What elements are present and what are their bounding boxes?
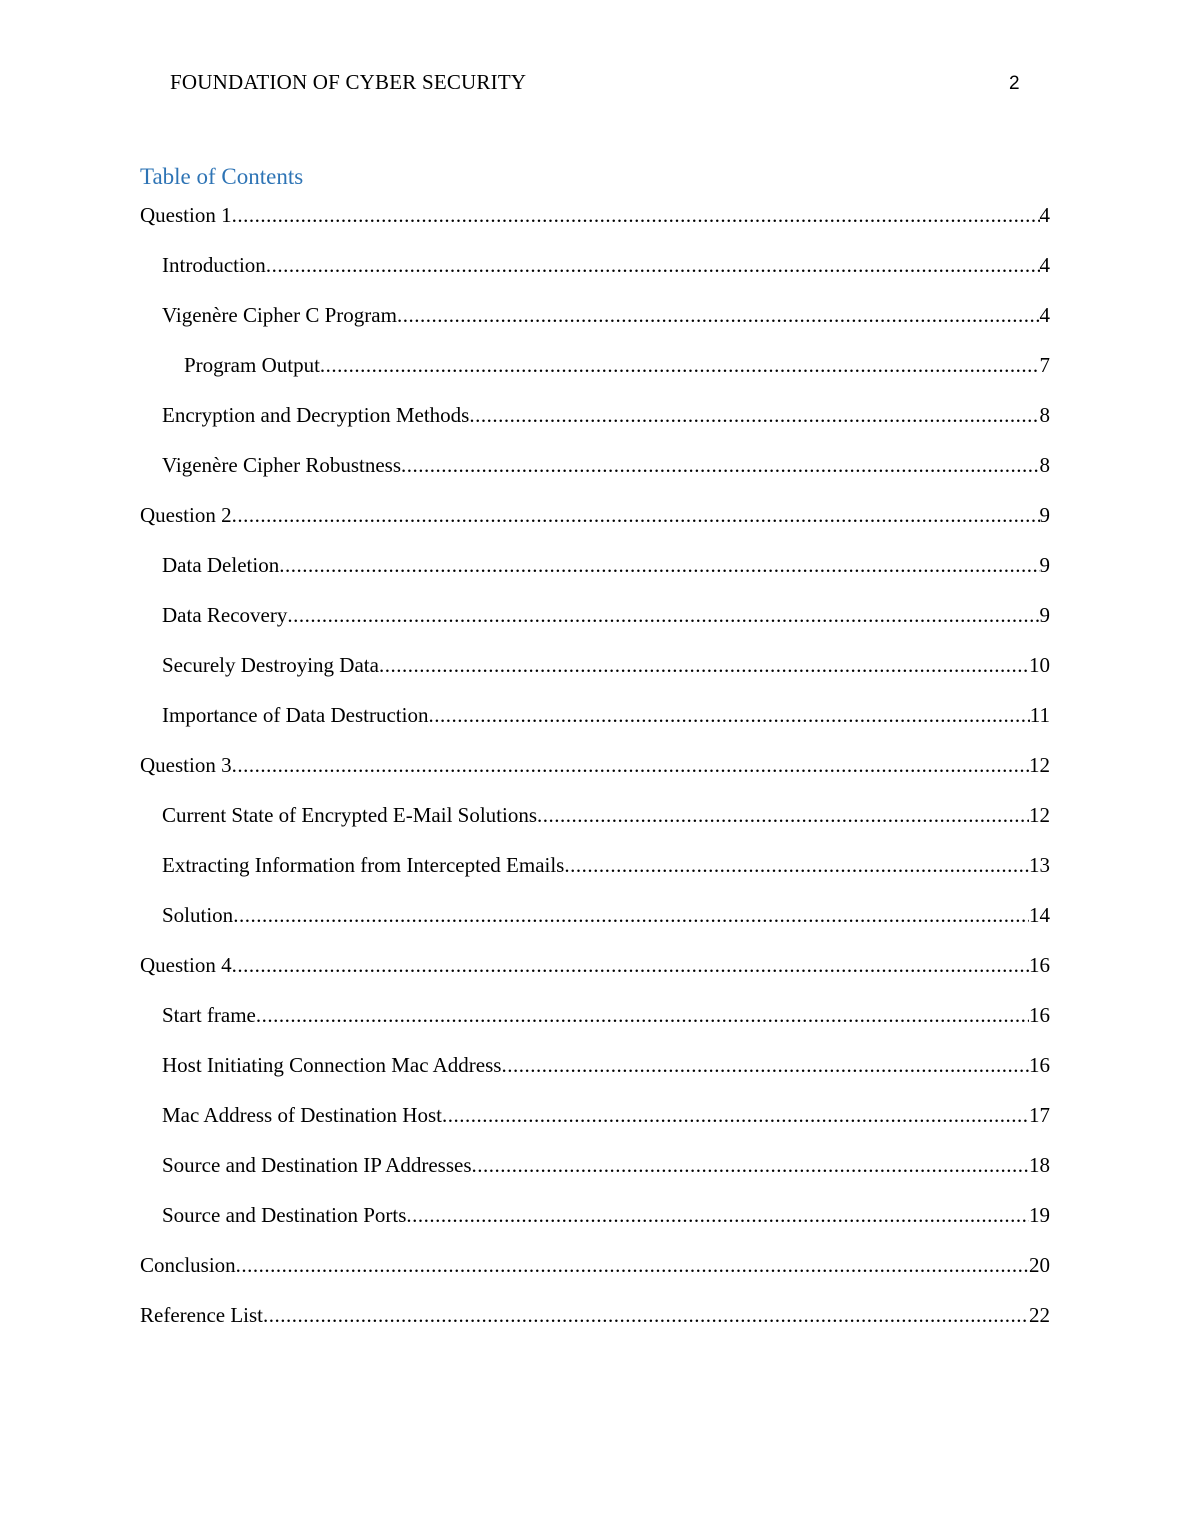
toc-dot-leader [233,903,1029,928]
toc-entry-title: Data Recovery [162,603,288,627]
toc-dot-leader [428,703,1029,728]
toc-entry-page: 13 [1029,853,1050,877]
toc-entry-page: 9 [1039,503,1050,527]
toc-list [140,203,1050,1353]
toc-dot-leader [442,1103,1029,1128]
toc-entry-page: 8 [1039,453,1050,477]
toc-entry-page: 8 [1039,403,1050,427]
toc-entry-title: Source and Destination IP Addresses [162,1153,472,1177]
toc-entry[interactable] [140,1203,1050,1253]
toc-entry-title: Question 3 [140,753,232,777]
toc-dot-leader [232,753,1029,778]
toc-entry-page: 4 [1039,253,1050,277]
toc-entry-page: 16 [1029,1003,1050,1027]
toc-entry-page: 20 [1029,1253,1050,1277]
toc-entry[interactable] [140,403,1050,453]
toc-dot-leader [401,453,1039,478]
toc-dot-leader [472,1153,1029,1178]
toc-entry[interactable] [140,203,1050,253]
toc-entry[interactable] [140,1103,1050,1153]
toc-entry[interactable] [140,853,1050,903]
toc-entry-title: Extracting Information from Intercepted Emails [162,853,565,877]
toc-entry-page: 12 [1029,803,1050,827]
toc-entry-page: 16 [1029,953,1050,977]
toc-entry-title: Data Deletion [162,553,280,577]
toc-entry[interactable] [140,753,1050,803]
toc-entry-page: 10 [1029,653,1050,677]
toc-dot-leader [263,1303,1029,1328]
toc-entry-title: Vigenère Cipher C Program [162,303,397,327]
toc-entry-title: Question 1 [140,203,232,227]
toc-dot-leader [266,253,1040,278]
toc-entry[interactable] [140,653,1050,703]
toc-entry-page: 18 [1029,1153,1050,1177]
toc-heading: Table of Contents [140,164,304,189]
toc-entry-page: 9 [1039,603,1050,627]
toc-dot-leader [379,653,1029,678]
toc-entry[interactable] [140,1253,1050,1303]
toc-entry-page: 19 [1029,1203,1050,1227]
toc-entry-title: Source and Destination Ports [162,1203,407,1227]
page-number: 2 [1009,73,1020,94]
toc-entry-page: 11 [1029,703,1050,727]
toc-entry-page: 4 [1039,303,1050,327]
toc-entry-title: Start frame [162,1003,256,1027]
toc-dot-leader [320,353,1040,378]
toc-entry-page: 12 [1029,753,1050,777]
toc-entry-title: Importance of Data Destruction [162,703,429,727]
toc-entry-title: Securely Destroying Data [162,653,379,677]
toc-entry[interactable] [140,953,1050,1003]
toc-entry-title: Solution [162,903,234,927]
toc-entry[interactable] [140,1003,1050,1053]
toc-entry-page: 9 [1039,553,1050,577]
toc-entry[interactable] [140,1303,1050,1353]
toc-dot-leader [469,403,1039,428]
toc-entry[interactable] [140,603,1050,653]
toc-dot-leader [256,1003,1029,1028]
toc-dot-leader [537,803,1029,828]
toc-entry-title: Introduction [162,253,266,277]
toc-entry[interactable] [140,503,1050,553]
running-head-title: FOUNDATION OF CYBER SECURITY [170,70,527,94]
toc-entry[interactable] [140,703,1050,753]
toc-entry[interactable] [140,1153,1050,1203]
toc-dot-leader [564,853,1029,878]
toc-entry[interactable] [140,803,1050,853]
toc-dot-leader [232,503,1040,528]
toc-entry-title: Mac Address of Destination Host [162,1103,442,1127]
toc-entry-title: Program Output [184,353,320,377]
toc-entry-page: 22 [1029,1303,1050,1327]
toc-entry-page: 4 [1039,203,1050,227]
toc-entry-title: Question 2 [140,503,232,527]
toc-entry-page: 14 [1029,903,1050,927]
toc-entry-page: 16 [1029,1053,1050,1077]
toc-dot-leader [406,1203,1029,1228]
toc-dot-leader [501,1053,1029,1078]
toc-dot-leader [287,603,1039,628]
toc-dot-leader [279,553,1039,578]
toc-entry[interactable] [140,303,1050,353]
toc-entry[interactable] [140,353,1050,403]
toc-entry-title: Question 4 [140,953,232,977]
toc-dot-leader [232,203,1040,228]
toc-entry-title: Reference List [140,1303,264,1327]
toc-entry-title: Host Initiating Connection Mac Address [162,1053,502,1077]
toc-entry-page: 7 [1039,353,1050,377]
toc-entry[interactable] [140,903,1050,953]
toc-entry-title: Conclusion [140,1253,236,1277]
toc-entry-title: Current State of Encrypted E-Mail Solutions [162,803,538,827]
toc-entry[interactable] [140,453,1050,503]
toc-dot-leader [232,953,1029,978]
toc-entry-page: 17 [1029,1103,1050,1127]
toc-entry[interactable] [140,1053,1050,1103]
toc-entry-title: Encryption and Decryption Methods [162,403,470,427]
toc-entry[interactable] [140,553,1050,603]
toc-dot-leader [236,1253,1029,1278]
toc-entry-title: Vigenère Cipher Robustness [162,453,402,477]
toc-entry[interactable] [140,253,1050,303]
toc-dot-leader [397,303,1040,328]
